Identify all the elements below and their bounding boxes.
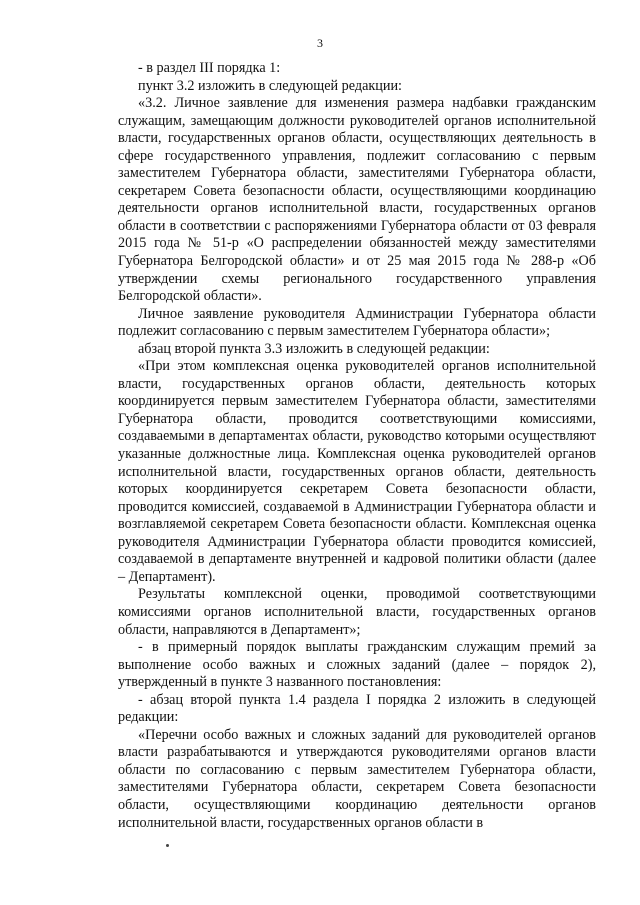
paragraph-procedure-2-intro: - в примерный порядок выплаты гражданским служащим премий за выполнение особо важных и сложных заданий (далее – порядок 2), утвержденный в пункте 3 названного постановления:: [118, 639, 596, 691]
paragraph-results: Результаты комплексной оценки, проводимой соответствующими комиссиями органов исполнительной власти, государственных органов области, направляются в Департамент»;: [118, 586, 596, 638]
paragraph-head-admin-application: Личное заявление руководителя Администрации Губернатора области подлежит согласованию с первым заместителем Губернатора области»;: [118, 305, 596, 340]
paragraph-point-3-2-text: «3.2. Личное заявление для изменения размера надбавки гражданским служащим, замещающим должности руководителей органов исполнительной власти, государственных органов области, осуществляющих деятельность в сфере государственного управления, подлежит согласованию с первым заместителем Губернатора области, заместителями Губернатора области, секретарем Совета безопасности области, осуществляющими координацию деятельности органов исполнительной власти, государственных органов области в соответствии с распоряжениями Губернатора области от 03 февраля 2015 года № 51-р «О распределении обязанностей между заместителями Губернатора Белгородской области» и от 25 мая 2015 года № 288-р «Об утверждении схемы регионального государственного управления Белгородской области».: [118, 95, 596, 305]
paragraph-point-3-3-intro: абзац второй пункта 3.3 изложить в следующей редакции:: [138, 340, 490, 357]
page-number: 3: [317, 36, 323, 50]
paragraph-section-iii: - в раздел III порядка 1:: [138, 60, 281, 76]
document-body: [118, 60, 596, 832]
paragraph-point-1-4-intro: - абзац второй пункта 1.4 раздела I порядка 2 изложить в следующей редакции:: [118, 691, 596, 726]
paragraph-point-3-2-intro: пункт 3.2 изложить в следующей редакции:: [138, 77, 402, 94]
paragraph-point-3-3-text: «При этом комплексная оценка руководителей органов исполнительной власти, государственных органов области, деятельность которых координируется первым заместителем Губернатора области, заместителями Губернатора области, проводится соответствующими комиссиями, создаваемыми в департаментах области, руководство которыми осуществляют указанные должностные лица. Комплексная оценка руководителей органов исполнительной власти, государственных органов области, деятельность которых координируется секретарем Совета безопасности области, проводится комиссией, создаваемой в Администрации Губернатора области и возглавляемой секретарем Совета безопасности области. Комплексная оценка руководителя Администрации Губернатора области проводится комиссией, создаваемой в департаменте внутренней и кадровой политики области (далее – Департамент).: [118, 358, 596, 585]
scan-dot-mark: [166, 844, 169, 847]
paragraph-point-1-4-text: «Перечни особо важных и сложных заданий для руководителей органов власти разрабатываются и утверждаются руководителями органов власти области по согласованию с первым заместителем Губернатора области, заместителями Губернатора области, секретарем Совета безопасности области, осуществляющими координацию деятельности органов исполнительной власти, государственных органов области в: [118, 726, 596, 831]
